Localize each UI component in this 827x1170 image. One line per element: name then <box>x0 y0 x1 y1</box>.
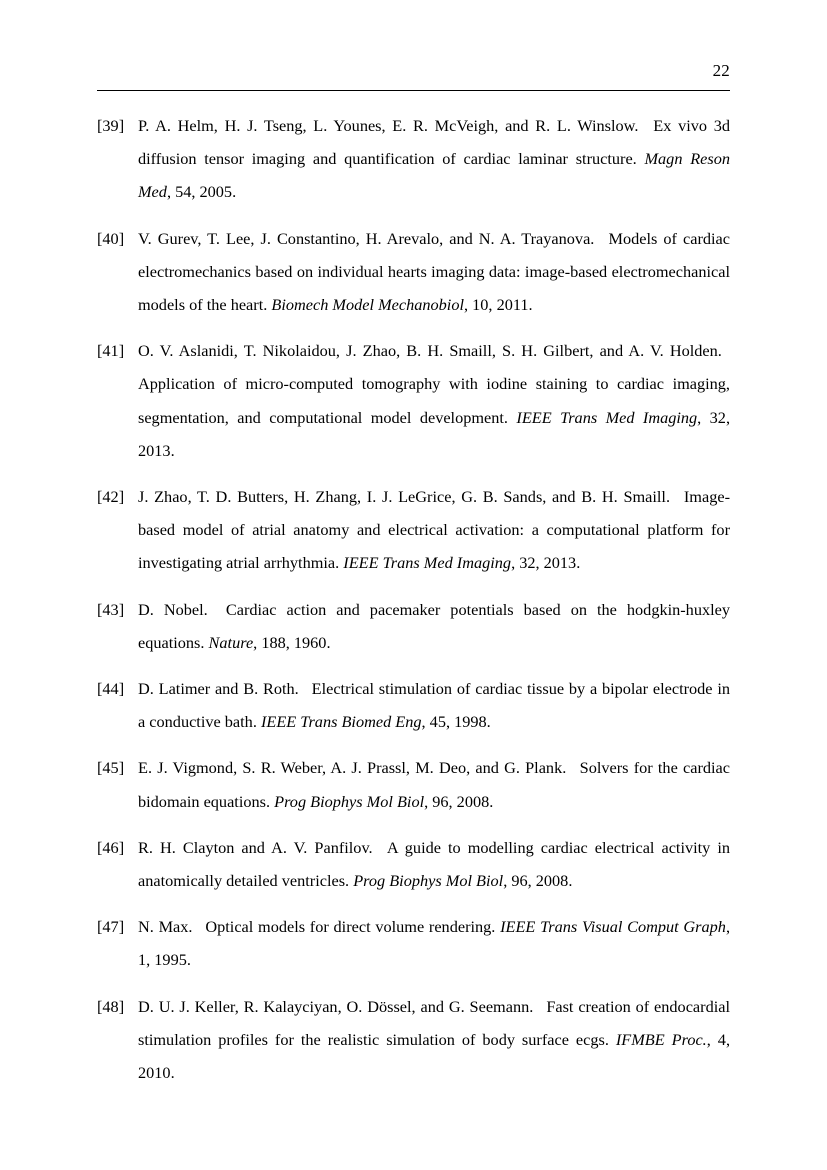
bibliography-entry <box>97 480 730 580</box>
entry-label: [46] <box>97 837 125 857</box>
entry-journal: Prog Biophys Mol Biol <box>274 791 425 811</box>
entry-title: Image-based model of atrial anatomy and electrical activation: a computational platform for investigating atrial arrhythmia. <box>138 487 730 573</box>
entry-authors: D. Nobel. <box>138 599 208 619</box>
bibliography-entry <box>97 990 730 1090</box>
entry-title: Application of micro-computed tomography with iodine staining to cardiac imaging, segmentation, and computational model development. <box>138 374 730 427</box>
entry-authors: D. U. J. Keller, R. Kalayciyan, O. Dössel, and G. Seemann. <box>138 996 534 1016</box>
entry-journal: IEEE Trans Med Imaging <box>516 407 698 427</box>
entry-volume: 96 <box>511 871 528 891</box>
bibliography-entry <box>97 751 730 817</box>
entry-title: Optical models for direct volume rendering. <box>205 917 496 937</box>
entry-journal: Nature <box>208 632 254 652</box>
entry-authors: P. A. Helm, H. J. Tseng, L. Younes, E. R. McVeigh, and R. L. Winslow. <box>138 116 639 135</box>
entry-year: 1960 <box>293 632 327 652</box>
page-number: 22 <box>712 61 730 80</box>
entry-volume: 45 <box>429 712 446 732</box>
entry-body: V. Gurev, T. Lee, J. Constantino, H. Arevalo, and N. A. Trayanova. Models of cardiac electromechanics based on individual hearts imaging data: image-based electromechanical models of the heart. Biomech Model Mechanobiol, 10, 2011. <box>138 228 730 315</box>
entry-authors: N. Max. <box>138 917 193 937</box>
entry-authors: O. V. Aslanidi, T. Nikolaidou, J. Zhao, B. H. Smaill, S. H. Gilbert, and A. V. Holden. <box>138 341 722 361</box>
entry-journal: IEEE Trans Med Imaging <box>343 553 512 573</box>
entry-title: Ex vivo 3d diffusion tensor imaging and quantification of cardiac laminar structure. <box>138 116 730 169</box>
entry-title: Electrical stimulation of cardiac tissue by a bipolar electrode in a conductive bath. <box>138 679 730 732</box>
entry-body: P. A. Helm, H. J. Tseng, L. Younes, E. R. McVeigh, and R. L. Winslow. Ex vivo 3d diffusion tensor imaging and quantification of cardiac laminar structure. Magn Reson Med, 54, 2005. <box>138 116 730 202</box>
entry-year: 1995 <box>154 950 187 970</box>
entry-journal: IFMBE Proc. <box>615 1029 707 1049</box>
entry-year: 2013 <box>138 440 171 460</box>
entry-volume: 10 <box>472 295 489 315</box>
entry-year: 2008 <box>535 871 569 891</box>
entry-year: 1998 <box>454 712 487 732</box>
entry-year: 2013 <box>543 553 577 573</box>
bibliography-entry <box>97 109 730 209</box>
entry-label: [45] <box>97 758 125 778</box>
bibliography-entry <box>97 831 730 897</box>
entry-year: 2005 <box>199 182 233 202</box>
entry-year: 2008 <box>456 791 490 811</box>
entry-label: [47] <box>97 917 125 937</box>
bibliography-entry <box>97 222 730 322</box>
entry-volume: 188 <box>261 632 286 652</box>
bibliography-entry <box>97 672 730 738</box>
entry-title: Models of cardiac electromechanics based on individual hearts imaging data: image-based electromechanical models of the heart. <box>138 228 730 315</box>
entry-authors: V. Gurev, T. Lee, J. Constantino, H. Arevalo, and N. A. Trayanova. <box>138 228 595 248</box>
entry-body: D. Nobel. Cardiac action and pacemaker potentials based on the hodgkin-huxley equations. Nature, 188, 1960. <box>138 599 730 652</box>
entry-journal: Magn Reson Med <box>138 149 730 202</box>
entry-authors: R. H. Clayton and A. V. Panfilov. <box>138 837 373 857</box>
entry-volume: 32 <box>709 407 726 427</box>
bibliography-list <box>97 109 730 1089</box>
entry-journal: IEEE Trans Biomed Eng <box>260 712 422 732</box>
entry-journal: IEEE Trans Visual Comput Graph <box>500 917 726 937</box>
entry-body: D. U. J. Keller, R. Kalayciyan, O. Dössel, and G. Seemann. Fast creation of endocardial stimulation profiles for the realistic simulation of body surface ecgs. IFMBE Proc., 4, 2010. <box>138 996 731 1083</box>
header-rule <box>97 90 730 91</box>
entry-label: [39] <box>97 116 125 135</box>
entry-label: [44] <box>97 679 125 699</box>
entry-authors: D. Latimer and B. Roth. <box>138 679 299 699</box>
entry-body: N. Max. Optical models for direct volume rendering. IEEE Trans Visual Comput Graph, 1, 1995. <box>138 917 731 970</box>
entry-authors: E. J. Vigmond, S. R. Weber, A. J. Prassl, M. Deo, and G. Plank. <box>138 758 567 778</box>
entry-body: R. H. Clayton and A. V. Panfilov. A guide to modelling cardiac electrical activity in anatomically detailed ventricles. Prog Biophys Mol Biol, 96, 2008. <box>138 837 731 891</box>
entry-label: [40] <box>97 228 125 248</box>
entry-authors: J. Zhao, T. D. Butters, H. Zhang, I. J. LeGrice, G. B. Sands, and B. H. Smaill. <box>138 487 671 507</box>
entry-volume: 96 <box>432 791 449 811</box>
entry-title: Cardiac action and pacemaker potentials based on the hodgkin-huxley equations. <box>138 599 730 652</box>
entry-volume: 4 <box>717 1029 726 1049</box>
page-header <box>97 60 730 91</box>
bibliography-entry <box>97 910 730 976</box>
entry-title: Fast creation of endocardial stimulation profiles for the realistic simulation of body surface ecgs. <box>138 996 730 1049</box>
entry-journal: Prog Biophys Mol Biol <box>353 871 504 891</box>
entry-body: O. V. Aslanidi, T. Nikolaidou, J. Zhao, B. H. Smaill, S. H. Gilbert, and A. V. Holden. Application of micro-computed tomography with iodine staining to cardiac imaging, segmentation, and computational model development. IEEE Trans Med Imaging, 32, 2013. <box>138 341 731 460</box>
entry-body: D. Latimer and B. Roth. Electrical stimulation of cardiac tissue by a bipolar electrode in a conductive bath. IEEE Trans Biomed Eng, 45, 1998. <box>138 679 730 732</box>
entry-label: [41] <box>97 341 125 361</box>
entry-label: [42] <box>97 487 125 507</box>
entry-title: Solvers for the cardiac bidomain equations. <box>138 758 731 811</box>
entry-year: 2010 <box>138 1063 171 1083</box>
entry-year: 2011 <box>496 295 529 315</box>
entry-label: [48] <box>97 996 125 1016</box>
entry-body: J. Zhao, T. D. Butters, H. Zhang, I. J. LeGrice, G. B. Sands, and B. H. Smaill. Image-based model of atrial anatomy and electrical activation: a computational platform for investigating atrial arrhythmia. IEEE Trans Med Imaging, 32, 2013. <box>138 487 730 573</box>
bibliography-entry <box>97 593 730 659</box>
entry-volume: 54 <box>175 182 192 202</box>
entry-volume: 1 <box>138 950 147 970</box>
entry-title: A guide to modelling cardiac electrical activity in anatomically detailed ventricles. <box>138 837 731 891</box>
entry-body: E. J. Vigmond, S. R. Weber, A. J. Prassl, M. Deo, and G. Plank. Solvers for the cardiac bidomain equations. Prog Biophys Mol Biol, 96, 2008. <box>138 758 731 811</box>
bibliography-entry <box>97 334 730 467</box>
entry-label: [43] <box>97 599 125 619</box>
entry-journal: Biomech Model Mechanobiol <box>271 295 464 315</box>
entry-volume: 32 <box>519 553 536 573</box>
